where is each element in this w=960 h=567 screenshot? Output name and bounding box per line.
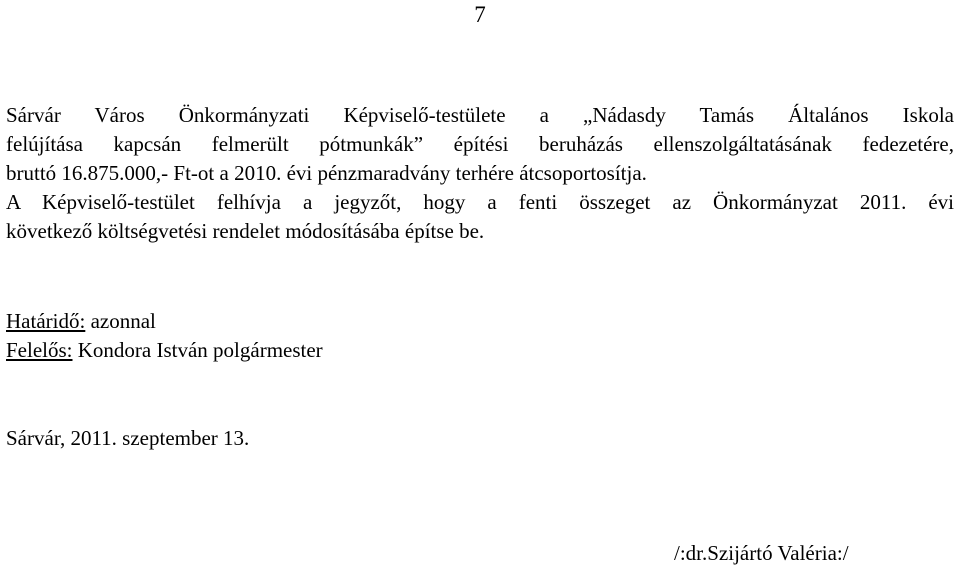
responsible-label: Felelős: [6,338,73,362]
deadline-line [6,307,156,336]
deadline-label: Határidő: [6,309,86,333]
resolution-line-3: bruttó 16.875.000,- Ft-ot a 2010. évi pénzmaradvány terhére átcsoportosítja. [6,161,647,185]
resolution-line-2: felújítása kapcsán felmerült pótmunkák” építési beruházás ellenszolgáltatásának fedezetére, [6,132,954,156]
responsible-value: Kondora István polgármester [72,338,323,362]
instruction-line-2: következő költségvetési rendelet módosításába építse be. [6,219,485,243]
instruction-paragraph [6,188,954,246]
signature: /:dr.Szijártó Valéria:/ [674,541,849,565]
resolution-paragraph [6,101,954,188]
responsible-line [6,336,323,365]
deadline-value: azonnal [85,309,156,333]
resolution-line-1: Sárvár Város Önkormányzati Képviselő-testülete a „Nádasdy Tamás Általános Iskola [6,103,954,127]
place-date: Sárvár, 2011. szeptember 13. [6,426,250,450]
instruction-line-1: A Képviselő-testület felhívja a jegyzőt, hogy a fenti összeget az Önkormányzat 2011. évi [6,190,954,214]
page-number: 7 [474,2,486,27]
